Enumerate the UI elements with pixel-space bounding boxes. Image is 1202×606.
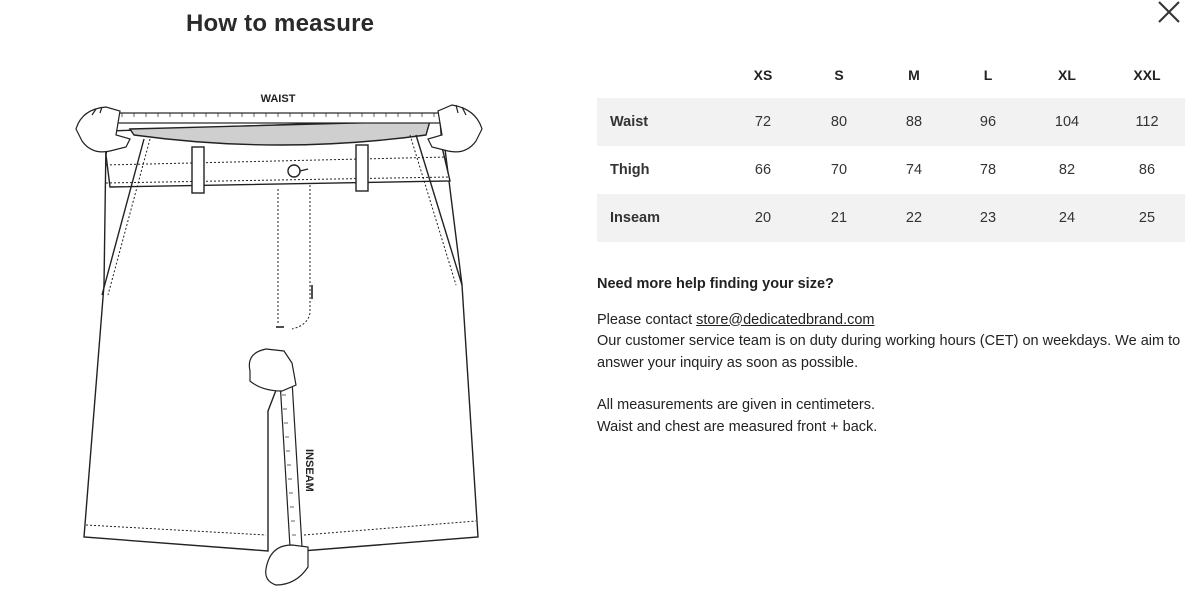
table-row-inseam [597, 194, 1185, 242]
table-cell: 74 [905, 162, 923, 178]
inseam-bottom-hand-icon [266, 545, 308, 585]
size-header-xl: XL [1058, 67, 1076, 83]
close-icon [1157, 0, 1181, 24]
email-link[interactable]: store@dedicatedbrand.com [696, 311, 875, 328]
spacer [597, 374, 1187, 395]
table-cell: 72 [725, 98, 801, 146]
row-label: Inseam [597, 194, 725, 242]
row-label: Waist [597, 98, 725, 146]
front-back-text: Waist and chest are measured front + back. [597, 418, 878, 435]
inseam-label: INSEAM [303, 449, 315, 492]
table-cell: 112 [1109, 98, 1185, 146]
table-row-waist [597, 98, 1185, 146]
close-button[interactable] [1157, 0, 1181, 24]
waist-tape [110, 113, 450, 123]
size-table [597, 52, 1185, 242]
size-header-row [597, 52, 1185, 98]
table-cell: 88 [877, 98, 951, 146]
page-title: How to measure [186, 10, 375, 37]
size-header-xs: XS [753, 67, 773, 83]
shorts-outline [84, 125, 478, 551]
help-section [597, 274, 1187, 438]
size-header-s: S [834, 67, 844, 83]
size-header-m: M [908, 67, 920, 83]
row-label: Thigh [610, 162, 650, 178]
waist-label: WAIST [260, 93, 296, 105]
table-cell: 25 [1109, 194, 1185, 242]
table-cell: 96 [951, 98, 1025, 146]
table-cell: 104 [1025, 98, 1109, 146]
help-heading: Need more help finding your size? [597, 276, 834, 292]
service-text: Our customer service team is on duty during working hours (CET) on weekdays. We aim to answer your inquiry as soon as possible. [597, 333, 1181, 371]
table-cell: 23 [951, 194, 1025, 242]
table-cell: 78 [979, 162, 997, 178]
header-spacer [597, 52, 725, 98]
table-cell: 80 [801, 98, 877, 146]
size-header-l: L [983, 67, 993, 83]
table-cell: 20 [725, 194, 801, 242]
contact-prefix: Please contact [597, 311, 697, 328]
shorts-measure-illustration [70, 85, 490, 595]
table-cell: 22 [877, 194, 951, 242]
contact-line [597, 310, 1187, 332]
table-cell: 66 [754, 162, 772, 178]
units-text: All measurements are given in centimeters. [597, 397, 876, 413]
table-row-thigh [597, 146, 1185, 194]
table-cell: 86 [1138, 162, 1156, 178]
table-cell: 21 [801, 194, 877, 242]
table-cell: 24 [1025, 194, 1109, 242]
table-cell: 82 [1058, 162, 1076, 178]
size-header-xxl: XXL [1133, 67, 1161, 83]
table-cell: 70 [830, 162, 848, 178]
